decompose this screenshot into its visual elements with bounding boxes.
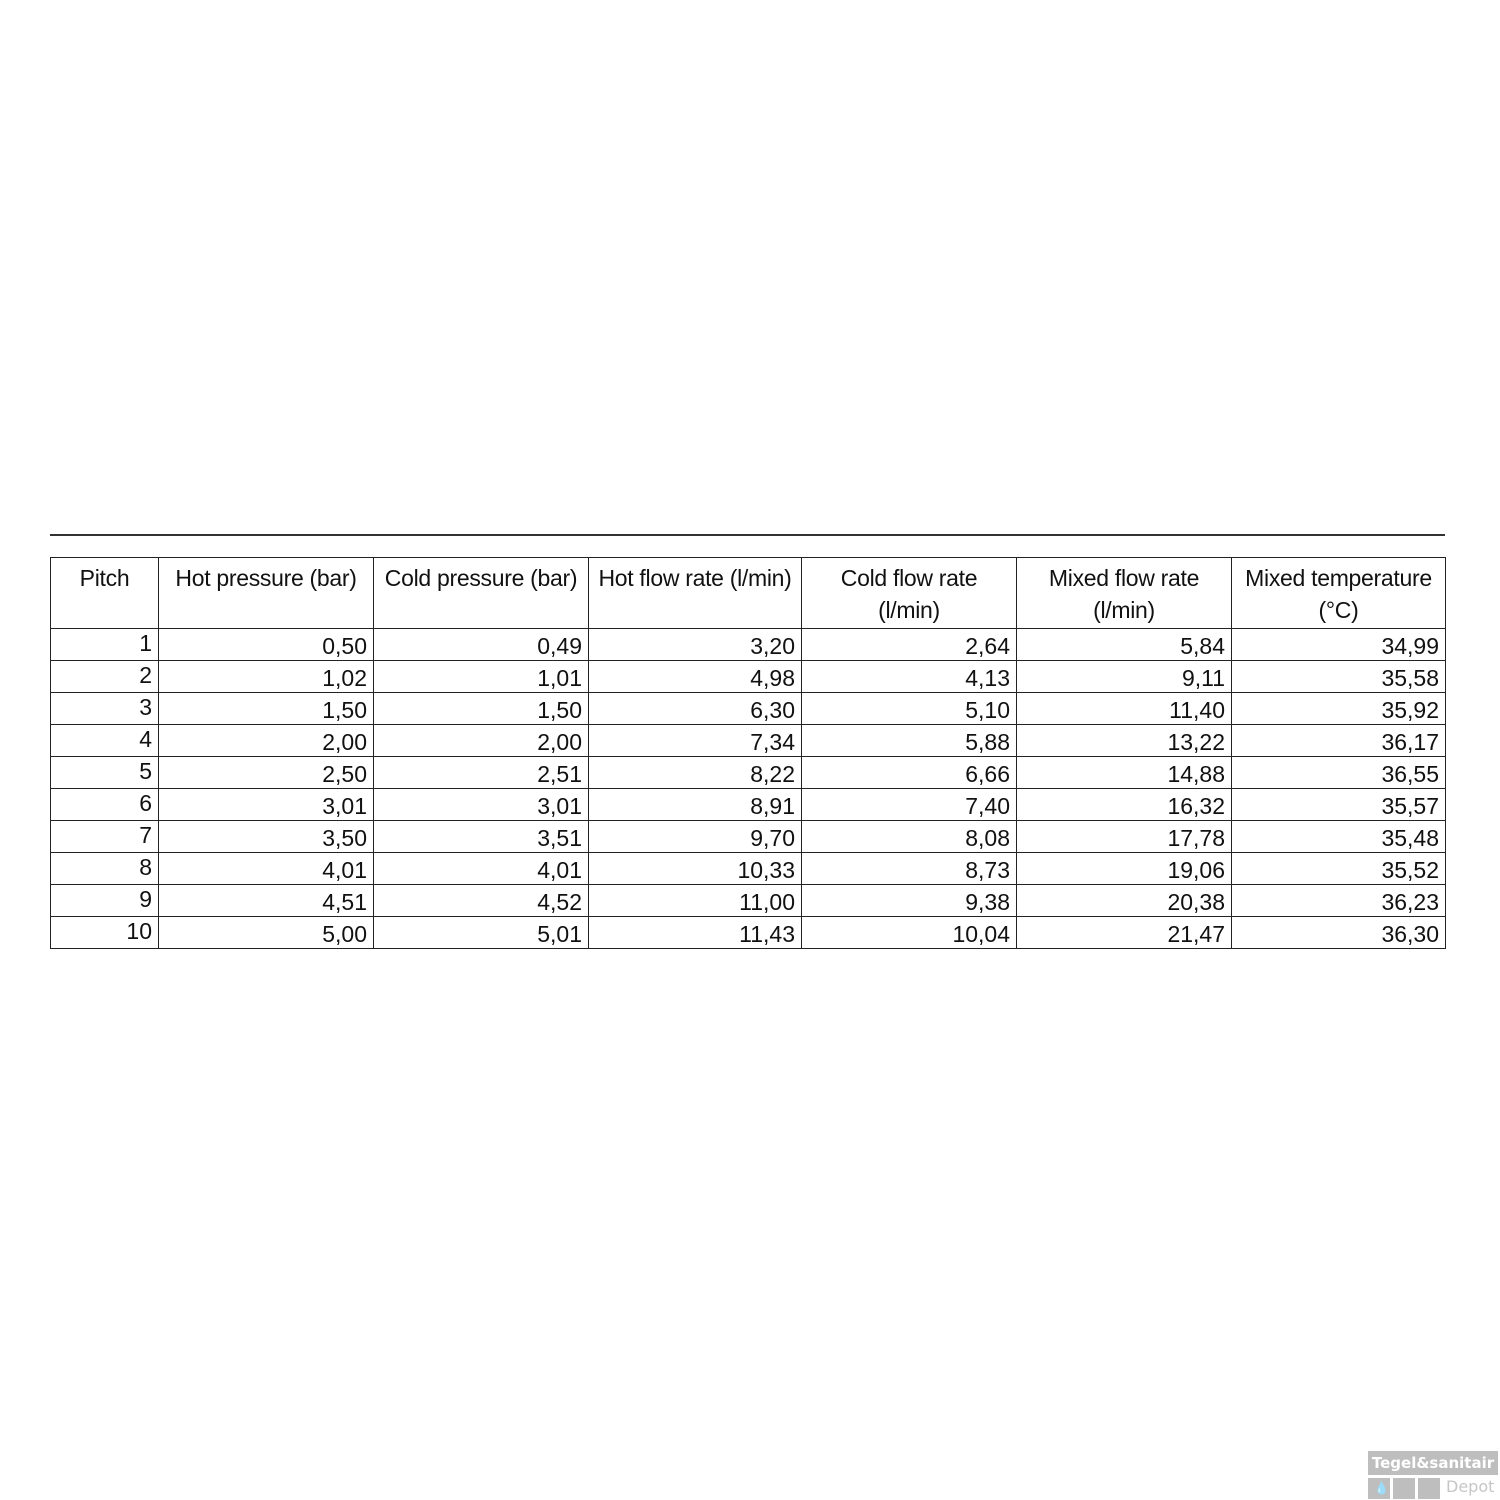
top-rule bbox=[50, 534, 1445, 536]
cell-mixed-temperature: 36,55 bbox=[1232, 757, 1446, 789]
cell-cold-pressure: 3,51 bbox=[374, 821, 589, 853]
cell-cold-pressure: 4,52 bbox=[374, 885, 589, 917]
cell-mixed-temperature: 35,52 bbox=[1232, 853, 1446, 885]
cell-hot-pressure: 1,02 bbox=[159, 661, 374, 693]
cell-cold-flow-rate: 6,66 bbox=[802, 757, 1017, 789]
water-drop-icon: 💧 bbox=[1374, 1481, 1389, 1495]
cell-cold-pressure: 1,01 bbox=[374, 661, 589, 693]
cell-cold-pressure: 4,01 bbox=[374, 853, 589, 885]
watermark-brand-top: Tegel&sanitair bbox=[1368, 1451, 1498, 1475]
column-header-hot-pressure: Hot pressure (bar) bbox=[159, 558, 374, 629]
table-row bbox=[51, 629, 1446, 661]
cell-cold-pressure: 3,01 bbox=[374, 789, 589, 821]
cell-cold-flow-rate: 8,73 bbox=[802, 853, 1017, 885]
table-row bbox=[51, 661, 1446, 693]
cell-mixed-temperature: 35,58 bbox=[1232, 661, 1446, 693]
cell-mixed-flow-rate: 20,38 bbox=[1017, 885, 1232, 917]
cell-cold-pressure: 1,50 bbox=[374, 693, 589, 725]
cell-hot-flow-rate: 8,91 bbox=[589, 789, 802, 821]
cell-hot-flow-rate: 3,20 bbox=[589, 629, 802, 661]
cell-pitch: 5 bbox=[51, 757, 159, 789]
cell-hot-pressure: 3,50 bbox=[159, 821, 374, 853]
cell-mixed-temperature: 35,92 bbox=[1232, 693, 1446, 725]
cell-hot-pressure: 3,01 bbox=[159, 789, 374, 821]
table-row bbox=[51, 757, 1446, 789]
brand-watermark bbox=[1368, 1451, 1498, 1499]
cell-cold-pressure: 2,51 bbox=[374, 757, 589, 789]
cell-hot-flow-rate: 9,70 bbox=[589, 821, 802, 853]
table-row bbox=[51, 853, 1446, 885]
cell-mixed-flow-rate: 11,40 bbox=[1017, 693, 1232, 725]
cell-mixed-temperature: 36,17 bbox=[1232, 725, 1446, 757]
cell-pitch: 2 bbox=[51, 661, 159, 693]
cell-mixed-flow-rate: 5,84 bbox=[1017, 629, 1232, 661]
cell-mixed-flow-rate: 17,78 bbox=[1017, 821, 1232, 853]
cell-mixed-flow-rate: 13,22 bbox=[1017, 725, 1232, 757]
cell-hot-flow-rate: 6,30 bbox=[589, 693, 802, 725]
cell-cold-flow-rate: 7,40 bbox=[802, 789, 1017, 821]
cell-mixed-temperature: 36,23 bbox=[1232, 885, 1446, 917]
cell-mixed-flow-rate: 9,11 bbox=[1017, 661, 1232, 693]
cell-hot-flow-rate: 11,43 bbox=[589, 917, 802, 949]
cell-mixed-temperature: 35,48 bbox=[1232, 821, 1446, 853]
cell-pitch: 6 bbox=[51, 789, 159, 821]
table-row bbox=[51, 917, 1446, 949]
cell-pitch: 7 bbox=[51, 821, 159, 853]
cell-cold-flow-rate: 5,10 bbox=[802, 693, 1017, 725]
cell-hot-pressure: 5,00 bbox=[159, 917, 374, 949]
cell-cold-flow-rate: 8,08 bbox=[802, 821, 1017, 853]
cell-hot-pressure: 2,50 bbox=[159, 757, 374, 789]
cell-cold-flow-rate: 10,04 bbox=[802, 917, 1017, 949]
cell-mixed-temperature: 34,99 bbox=[1232, 629, 1446, 661]
table-row bbox=[51, 693, 1446, 725]
column-header-mixed-temperature: Mixed temperature (°C) bbox=[1232, 558, 1446, 629]
table-body bbox=[51, 629, 1446, 949]
cell-hot-flow-rate: 10,33 bbox=[589, 853, 802, 885]
cell-hot-pressure: 1,50 bbox=[159, 693, 374, 725]
watermark-tile bbox=[1393, 1478, 1415, 1499]
table-row bbox=[51, 885, 1446, 917]
data-table bbox=[50, 557, 1446, 949]
cell-pitch: 1 bbox=[51, 629, 159, 661]
cell-hot-flow-rate: 11,00 bbox=[589, 885, 802, 917]
cell-pitch: 4 bbox=[51, 725, 159, 757]
cell-hot-flow-rate: 8,22 bbox=[589, 757, 802, 789]
column-header-hot-flow-rate: Hot flow rate (l/min) bbox=[589, 558, 802, 629]
column-header-mixed-flow-rate: Mixed flow rate (l/min) bbox=[1017, 558, 1232, 629]
cell-cold-flow-rate: 2,64 bbox=[802, 629, 1017, 661]
column-header-pitch: Pitch bbox=[51, 558, 159, 629]
cell-pitch: 8 bbox=[51, 853, 159, 885]
table-row bbox=[51, 789, 1446, 821]
cell-pitch: 10 bbox=[51, 917, 159, 949]
cell-hot-pressure: 2,00 bbox=[159, 725, 374, 757]
cell-mixed-flow-rate: 19,06 bbox=[1017, 853, 1232, 885]
cell-pitch: 9 bbox=[51, 885, 159, 917]
cell-hot-pressure: 0,50 bbox=[159, 629, 374, 661]
watermark-brand-bottom: Depot bbox=[1446, 1477, 1495, 1496]
cell-mixed-temperature: 36,30 bbox=[1232, 917, 1446, 949]
watermark-tile bbox=[1368, 1478, 1390, 1499]
cell-hot-flow-rate: 4,98 bbox=[589, 661, 802, 693]
cell-hot-flow-rate: 7,34 bbox=[589, 725, 802, 757]
cell-cold-pressure: 2,00 bbox=[374, 725, 589, 757]
cell-cold-flow-rate: 5,88 bbox=[802, 725, 1017, 757]
cell-cold-flow-rate: 4,13 bbox=[802, 661, 1017, 693]
cell-cold-flow-rate: 9,38 bbox=[802, 885, 1017, 917]
cell-cold-pressure: 0,49 bbox=[374, 629, 589, 661]
cell-mixed-flow-rate: 21,47 bbox=[1017, 917, 1232, 949]
cell-hot-pressure: 4,51 bbox=[159, 885, 374, 917]
column-header-cold-flow-rate: Cold flow rate (l/min) bbox=[802, 558, 1017, 629]
cell-mixed-temperature: 35,57 bbox=[1232, 789, 1446, 821]
cell-cold-pressure: 5,01 bbox=[374, 917, 589, 949]
table-row bbox=[51, 725, 1446, 757]
cell-hot-pressure: 4,01 bbox=[159, 853, 374, 885]
cell-mixed-flow-rate: 16,32 bbox=[1017, 789, 1232, 821]
table-header-row bbox=[51, 558, 1446, 629]
table-row bbox=[51, 821, 1446, 853]
cell-mixed-flow-rate: 14,88 bbox=[1017, 757, 1232, 789]
column-header-cold-pressure: Cold pressure (bar) bbox=[374, 558, 589, 629]
cell-pitch: 3 bbox=[51, 693, 159, 725]
watermark-tile bbox=[1418, 1478, 1440, 1499]
